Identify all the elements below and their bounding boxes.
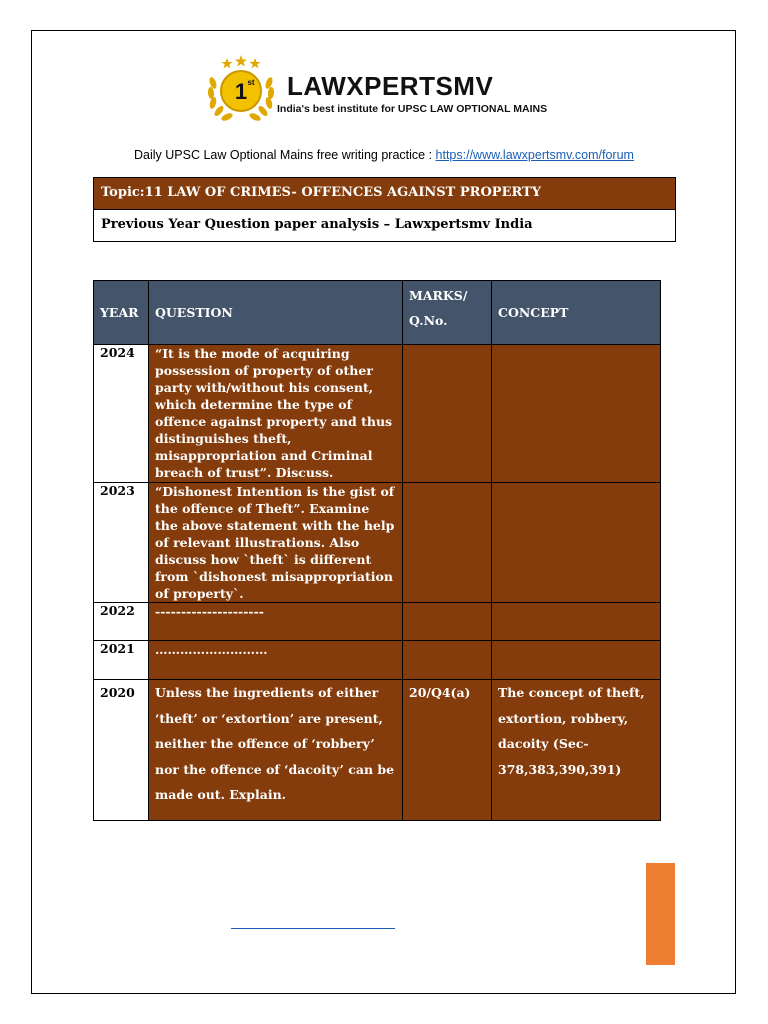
- row-question: “It is the mode of acquiring possession of property of other party with/without his consent, which determine the type of offence against property and thus distinguishes theft, misappropriation and Criminal breach of trust”. Discuss.: [149, 345, 403, 483]
- table-row: [94, 345, 661, 483]
- row-marks: [403, 641, 492, 680]
- row-marks: 20/Q4(a): [403, 680, 492, 821]
- row-question: ---------------------: [149, 603, 403, 641]
- forum-link[interactable]: https://www.lawxpertsmv.com/forum: [435, 148, 634, 162]
- topic-title: Topic:11 LAW OF CRIMES- OFFENCES AGAINST PROPERTY: [94, 178, 675, 210]
- row-concept: The concept of theft, extortion, robbery, dacoity (Sec-378,383,390,391): [492, 680, 661, 821]
- row-marks: [403, 483, 492, 603]
- header-year: YEAR: [94, 281, 149, 345]
- table-header: [94, 281, 661, 345]
- row-question: Unless the ingredients of either ‘theft’ or ‘extortion’ are present, neither the offence of ‘robbery’ nor the offence of ‘dacoity’ can be made out. Explain.: [149, 680, 403, 821]
- brand-name: LAWXPERTSMV: [287, 71, 494, 101]
- row-concept: [492, 603, 661, 641]
- row-year: 2023: [94, 483, 149, 603]
- row-question: ………………………: [149, 641, 403, 680]
- table-row: [94, 641, 661, 680]
- table-row: [94, 603, 661, 641]
- practice-line: [0, 148, 768, 162]
- row-year: 2022: [94, 603, 149, 641]
- subtitle: Previous Year Question paper analysis – Lawxpertsmv India: [101, 217, 533, 232]
- table-row: [94, 483, 661, 603]
- practice-text: Daily UPSC Law Optional Mains free writing practice :: [134, 148, 436, 162]
- row-question: “Dishonest Intention is the gist of the offence of Theft”. Examine the above statement with the help of relevant illustrations. Also discuss how `theft` is different from `dishonest misappropriation of property`.: [149, 483, 403, 603]
- orange-accent-bar: [646, 863, 675, 965]
- row-concept: [492, 483, 661, 603]
- row-year: 2020: [94, 680, 149, 821]
- badge-sup: st: [247, 78, 255, 87]
- row-marks: [403, 603, 492, 641]
- table-row: [94, 680, 661, 821]
- link-underline: [231, 928, 395, 929]
- question-table: [93, 280, 661, 821]
- row-concept: [492, 345, 661, 483]
- logo: [205, 55, 575, 125]
- row-concept: [492, 641, 661, 680]
- header-question: QUESTION: [149, 281, 403, 345]
- laurel-badge-icon: [205, 55, 285, 125]
- header-concept: CONCEPT: [492, 281, 661, 345]
- row-year: 2024: [94, 345, 149, 483]
- topic-box: [93, 177, 676, 242]
- tagline: India's best institute for UPSC LAW OPTIONAL MAINS: [277, 103, 548, 115]
- row-marks: [403, 345, 492, 483]
- row-year: 2021: [94, 641, 149, 680]
- header-marks: MARKS/ Q.No.: [403, 281, 492, 345]
- badge-number: 1: [234, 79, 248, 104]
